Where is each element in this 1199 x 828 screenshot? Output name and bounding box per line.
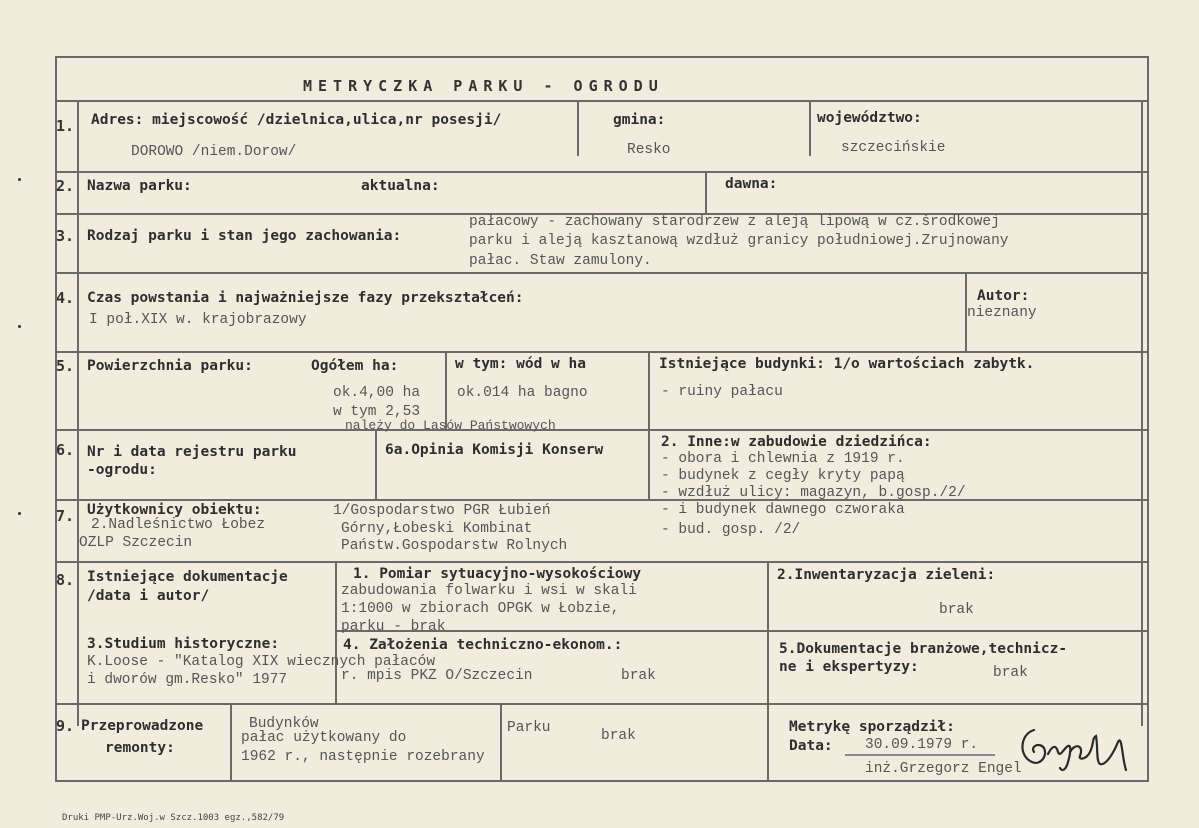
total-area-line-1: ok.4,00 ha: [333, 385, 421, 401]
buildings-label: Istniejące budynki: 1/o wartościach zabytk.: [659, 356, 1035, 372]
voivodeship-value: szczecińskie: [841, 140, 946, 156]
section-7-number: 7.: [56, 507, 75, 525]
doc-1-label: 1. Pomiar sytuacyjno-wysokościowy: [353, 566, 642, 582]
other-line-4: - i budynek dawnego czworaka: [661, 502, 905, 518]
doc-5-label-1: 5.Dokumentacje branżowe,technicz-: [779, 641, 1068, 657]
doc-4-label: 4. Założenia techniczno-ekonom.:: [343, 637, 623, 653]
date-underline: [845, 754, 995, 756]
doc-4-line: r. mpis PKZ O/Szczecin: [341, 668, 533, 684]
signature-image: [1010, 712, 1140, 782]
park-name-label: Nazwa parku:: [87, 178, 192, 194]
doc-3-label: 3.Studium historyczne:: [87, 636, 280, 652]
repairs-label-2: remonty:: [105, 740, 175, 756]
margin-dot: [18, 512, 21, 515]
author-name: inż.Grzegorz Engel: [865, 761, 1022, 777]
repairs-buildings-label: Budynków: [249, 716, 319, 732]
margin-dot: [18, 178, 21, 181]
user-1-line-3: Państw.Gospodarstw Rolnych: [341, 538, 568, 554]
address-value: DOROWO /niem.Dorow/: [131, 144, 297, 160]
footer-print-note: Druki PMP-Urz.Woj.w Szcz.1003 egz.,582/79: [62, 813, 285, 823]
total-area-label: Ogółem ha:: [311, 358, 399, 374]
opinion-label: 6a.Opinia Komisji Konserw: [385, 442, 604, 458]
address-label: Adres: miejscowość /dzielnica,ulica,nr posesji/: [91, 112, 502, 128]
other-line-3: - wzdłuż ulicy: magazyn, b.gosp./2/: [661, 485, 966, 501]
frame-right: [1147, 56, 1149, 782]
gmina-label: gmina:: [613, 112, 666, 128]
section-9-number: 9.: [56, 717, 75, 735]
frame-bottom: [55, 780, 1149, 782]
total-area-line-2: w tym 2,53: [333, 404, 421, 420]
water-area-value: ok.014 ha bagno: [457, 385, 588, 401]
section-6-number: 6.: [56, 441, 75, 459]
doc-3-line-1: K.Loose - "Katalog XIX wiecznych pałaców: [87, 654, 436, 670]
other-line-2: - budynek z cegły kryty papą: [661, 468, 905, 484]
gmina-value: Resko: [627, 142, 671, 158]
section-1-number: 1.: [56, 117, 75, 135]
form-title: METRYCZKA PARKU - OGRODU: [303, 77, 664, 95]
doc-2-value: brak: [939, 602, 974, 618]
repairs-label-1: Przeprowadzone: [81, 718, 204, 734]
former-name-label: dawna:: [725, 176, 778, 192]
inner-right-border: [1141, 100, 1143, 726]
park-type-line-1: pałacowy - zachowany starodrzew z aleją lipową w cz.środkowej: [469, 214, 1000, 230]
other-line-5: - bud. gosp. /2/: [661, 522, 801, 538]
user-1-line-1: 1/Gospodarstwo PGR Łubień: [333, 503, 551, 519]
current-name-label: aktualna:: [361, 178, 440, 194]
voivodeship-label: województwo:: [817, 110, 922, 126]
doc-1-line-3: parku - brak: [341, 619, 446, 635]
park-record-form: [55, 56, 1149, 782]
water-area-label: w tym: wód w ha: [455, 356, 586, 372]
origin-label: Czas powstania i najważniejsze fazy przekształceń:: [87, 290, 524, 306]
frame-left: [55, 56, 57, 782]
other-line-1: - obora i chlewnia z 1919 r.: [661, 451, 905, 467]
park-type-line-2: parku i aleją kasztanową wzdłuż granicy południowej.Zrujnowany: [469, 233, 1009, 249]
docs-label-1: Istniejące dokumentacje: [87, 569, 288, 585]
section-8-number: 8.: [56, 571, 75, 589]
user-2-line-2: OZLP Szczecin: [79, 535, 193, 551]
users-label: Użytkownicy obiektu:: [87, 502, 262, 518]
park-type-label: Rodzaj parku i stan jego zachowania:: [87, 228, 402, 244]
section-4-number: 4.: [56, 289, 75, 307]
doc-1-line-1: zabudowania folwarku i wsi w skali: [341, 583, 637, 599]
frame-top: [55, 56, 1149, 58]
inner-left-border: [77, 100, 79, 726]
area-label: Powierzchnia parku:: [87, 358, 253, 374]
prepared-by-label: Metrykę sporządził:: [789, 719, 955, 735]
register-label-2: -ogrodu:: [87, 462, 157, 478]
repairs-buildings-line-1: pałac użytkowany do: [241, 730, 407, 746]
section-3-number: 3.: [56, 227, 75, 245]
date-label: Data:: [789, 738, 833, 754]
doc-3-line-2: i dworów gm.Resko" 1977: [87, 672, 288, 688]
repairs-park-value: brak: [601, 728, 636, 744]
repairs-park-label: Parku: [507, 720, 551, 736]
user-2-line-1: 2.Nadleśnictwo Łobez: [91, 517, 266, 533]
other-label: 2. Inne:w zabudowie dziedzińca:: [661, 434, 932, 450]
doc-1-line-2: 1:1000 w zbiorach OPGK w Łobzie,: [341, 601, 620, 617]
register-label-1: Nr i data rejestru parku: [87, 444, 297, 460]
margin-dot: [18, 325, 21, 328]
buildings-value: - ruiny pałacu: [661, 384, 783, 400]
park-type-line-3: pałac. Staw zamulony.: [469, 253, 652, 269]
section-2-number: 2.: [56, 177, 75, 195]
date-value: 30.09.1979 r.: [865, 737, 979, 753]
user-1-line-2: Górny,Łobeski Kombinat: [341, 521, 533, 537]
author-value: nieznany: [967, 305, 1037, 321]
doc-4-value: brak: [621, 668, 656, 684]
origin-value: I poł.XIX w. krajobrazowy: [89, 312, 307, 328]
doc-2-label: 2.Inwentaryzacja zieleni:: [777, 567, 996, 583]
doc-5-label-2: ne i ekspertyzy:: [779, 659, 919, 675]
repairs-buildings-line-2: 1962 r., następnie rozebrany: [241, 749, 485, 765]
doc-5-value: brak: [993, 665, 1028, 681]
author-label: Autor:: [977, 288, 1030, 304]
section-5-number: 5.: [56, 357, 75, 375]
forest-note: należy do Lasów Państwowych: [345, 418, 556, 433]
docs-label-2: /data i autor/: [87, 588, 210, 604]
